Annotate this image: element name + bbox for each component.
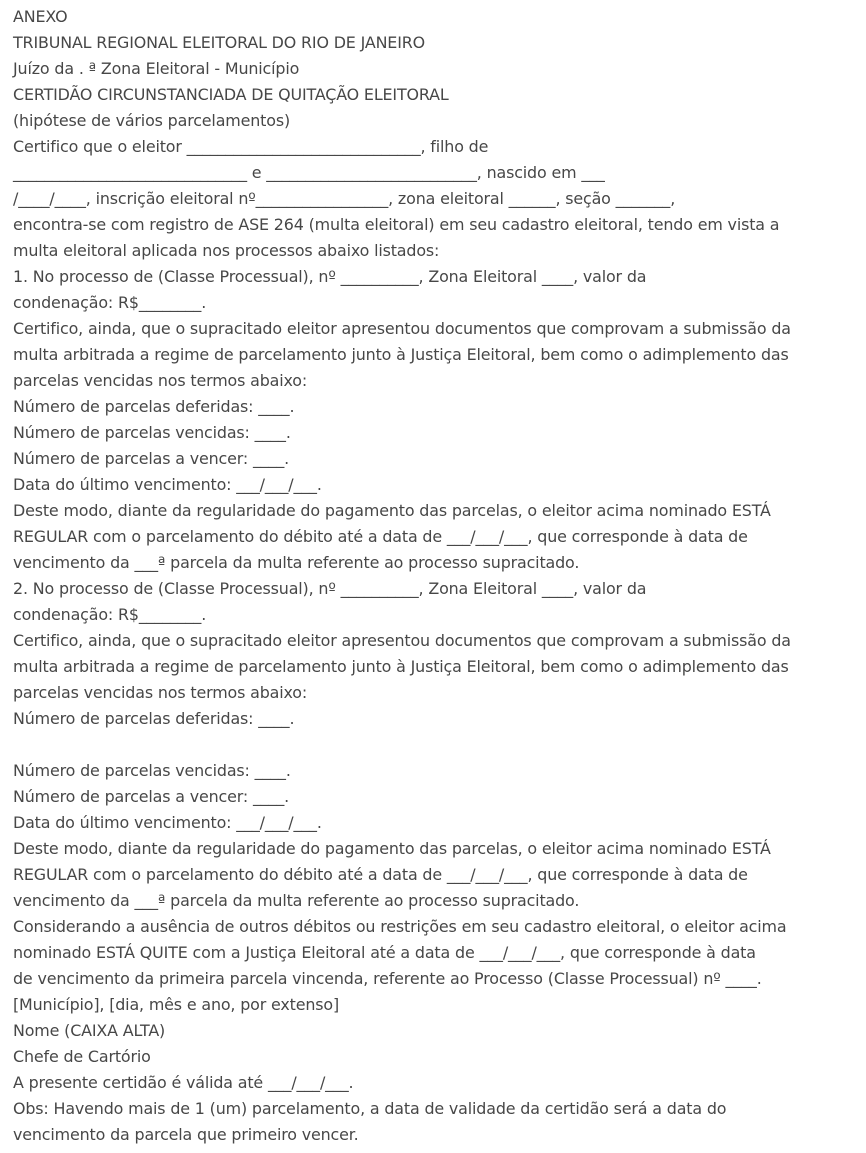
process-2-amount: condenação: R$________.: [13, 605, 207, 624]
process-2-conclusion: REGULAR com o parcelamento do débito até a data de ___/___/___, que corresponde à data de: [13, 865, 748, 884]
process-1-certification: Certifico, ainda, que o supracitado eleitor apresentou documentos que comprovam a submissão da: [13, 319, 791, 338]
process-2-certification: Certifico, ainda, que o supracitado eleitor apresentou documentos que comprovam a submissão da: [13, 631, 791, 650]
process-1-last-due-date: Data do último vencimento: ___/___/___.: [13, 475, 322, 494]
process-2-heading: 2. No processo de (Classe Processual), nº __________, Zona Eleitoral ____, valor da: [13, 579, 647, 598]
process-1-conclusion: REGULAR com o parcelamento do débito até a data de ___/___/___, que corresponde à data de: [13, 527, 748, 546]
signer-name: Nome (CAIXA ALTA): [13, 1021, 166, 1040]
observation: vencimento da parcela que primeiro vencer.: [13, 1125, 359, 1144]
blank-line: [13, 732, 858, 758]
process-2-conclusion: vencimento da ___ª parcela da multa referente ao processo supracitado.: [13, 891, 580, 910]
court-name: TRIBUNAL REGIONAL ELEITORAL DO RIO DE JANEIRO: [13, 33, 425, 52]
process-2-certification: parcelas vencidas nos termos abaixo:: [13, 683, 308, 702]
validity-note: A presente certidão é válida até ___/___/___.: [13, 1073, 354, 1092]
annex-label: ANEXO: [13, 7, 68, 26]
intro-line: ______________________________ e ___________________________, nascido em ___: [13, 163, 605, 182]
process-2-due-installments: Número de parcelas vencidas: ____.: [13, 761, 291, 780]
intro-line: /____/____, inscrição eleitoral nº_________________, zona eleitoral ______, seção _______,: [13, 189, 676, 208]
certificate-subtitle: (hipótese de vários parcelamentos): [13, 111, 290, 130]
process-1-amount: condenação: R$________.: [13, 293, 207, 312]
process-1-certification: parcelas vencidas nos termos abaixo:: [13, 371, 308, 390]
process-1-conclusion: Deste modo, diante da regularidade do pagamento das parcelas, o eleitor acima nominado ESTÁ: [13, 501, 771, 520]
process-1-certification: multa arbitrada a regime de parcelamento junto à Justiça Eleitoral, bem como o adimplemento das: [13, 345, 789, 364]
process-2-upcoming-installments: Número de parcelas a vencer: ____.: [13, 787, 290, 806]
court-office: Juízo da . ª Zona Eleitoral - Município: [13, 59, 300, 78]
final-conclusion: Considerando a ausência de outros débitos ou restrições em seu cadastro eleitoral, o eleitor acima: [13, 917, 787, 936]
process-1-upcoming-installments: Número de parcelas a vencer: ____.: [13, 449, 290, 468]
intro-line: multa eleitoral aplicada nos processos abaixo listados:: [13, 241, 440, 260]
process-1-due-installments: Número de parcelas vencidas: ____.: [13, 423, 291, 442]
certificate-title: CERTIDÃO CIRCUNSTANCIADA DE QUITAÇÃO ELEITORAL: [13, 85, 449, 104]
intro-line: Certifico que o eleitor ______________________________, filho de: [13, 137, 489, 156]
process-2-conclusion: Deste modo, diante da regularidade do pagamento das parcelas, o eleitor acima nominado ESTÁ: [13, 839, 771, 858]
process-1-conclusion: vencimento da ___ª parcela da multa referente ao processo supracitado.: [13, 553, 580, 572]
place-and-date: [Município], [dia, mês e ano, por extenso]: [13, 995, 340, 1014]
process-2-certification: multa arbitrada a regime de parcelamento junto à Justiça Eleitoral, bem como o adimplemento das: [13, 657, 789, 676]
intro-line: encontra-se com registro de ASE 264 (multa eleitoral) em seu cadastro eleitoral, tendo em vista a: [13, 215, 780, 234]
observation: Obs: Havendo mais de 1 (um) parcelamento, a data de validade da certidão será a data do: [13, 1099, 727, 1118]
process-1-granted-installments: Número de parcelas deferidas: ____.: [13, 397, 295, 416]
process-2-last-due-date: Data do último vencimento: ___/___/___.: [13, 813, 322, 832]
final-conclusion: de vencimento da primeira parcela vincenda, referente ao Processo (Classe Processual) nº ____.: [13, 969, 762, 988]
process-1-heading: 1. No processo de (Classe Processual), nº __________, Zona Eleitoral ____, valor da: [13, 267, 647, 286]
certificate-document: [13, 4, 858, 1148]
process-2-granted-installments: Número de parcelas deferidas: ____.: [13, 709, 295, 728]
final-conclusion: nominado ESTÁ QUITE com a Justiça Eleitoral até a data de ___/___/___, que corresponde à data: [13, 943, 756, 962]
signer-role: Chefe de Cartório: [13, 1047, 151, 1066]
